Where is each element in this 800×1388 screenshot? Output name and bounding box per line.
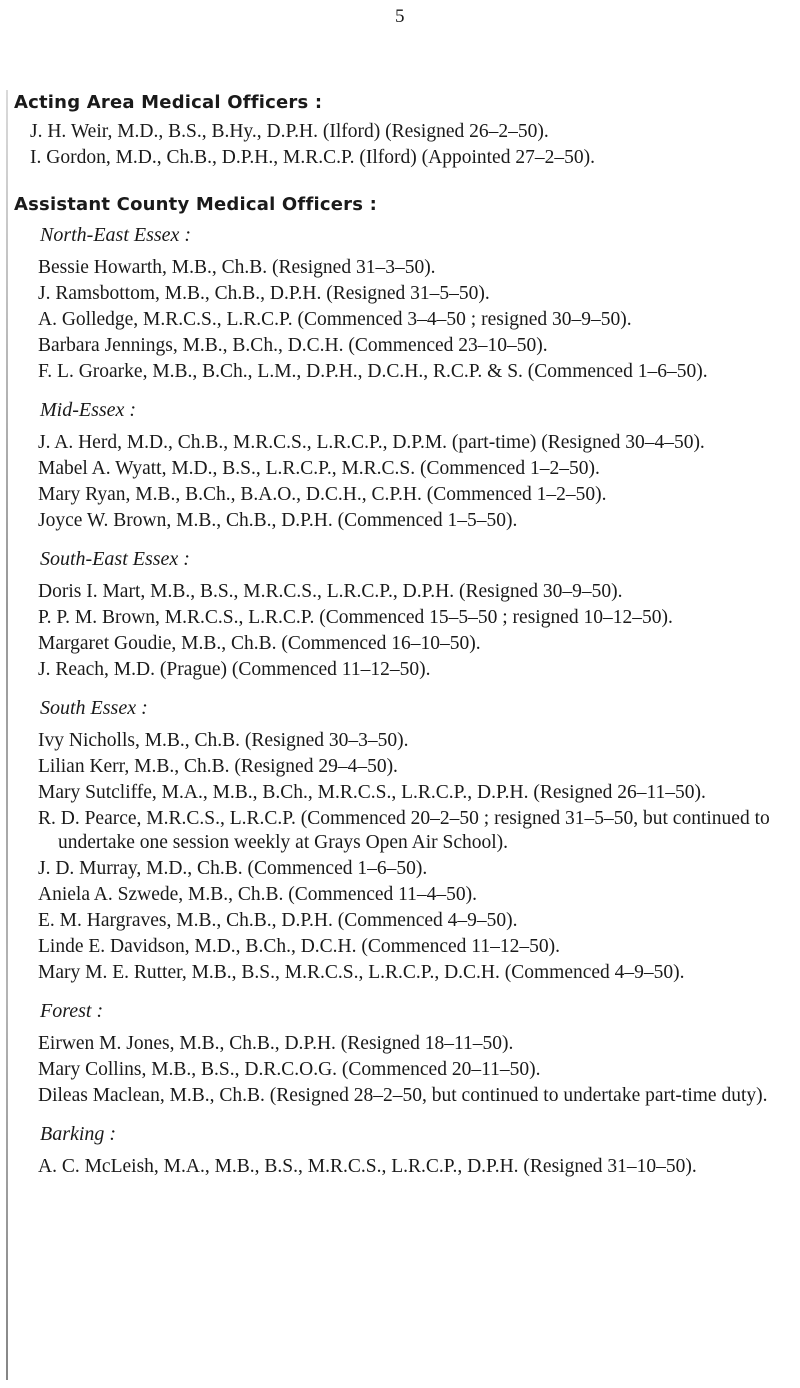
mid-essex-block [14, 398, 794, 533]
area-subheading: North-East Essex : [40, 224, 192, 246]
assistant-county-section [14, 194, 794, 1179]
officer-entry: Aniela A. Szwede, M.B., Ch.B. (Commenced 11–4–50). [38, 884, 478, 905]
area-subheading: Forest : [40, 1000, 104, 1022]
north-east-essex-block [14, 223, 794, 384]
document-body [14, 92, 794, 1181]
section-heading: Acting Area Medical Officers : [14, 92, 323, 113]
area-subheading: Barking : [40, 1123, 117, 1145]
forest-block [14, 999, 794, 1108]
officer-entry: E. M. Hargraves, M.B., Ch.B., D.P.H. (Commenced 4–9–50). [38, 910, 518, 931]
officer-entry: Mary Sutcliffe, M.A., M.B., B.Ch., M.R.C.S., L.R.C.P., D.P.H. (Resigned 26–11–50). [38, 782, 706, 803]
officer-entry: Bessie Howarth, M.B., Ch.B. (Resigned 31–3–50). [38, 257, 436, 278]
area-subheading: South Essex : [40, 697, 148, 719]
officer-entry: I. Gordon, M.D., Ch.B., D.P.H., M.R.C.P. (Ilford) (Appointed 27–2–50). [30, 147, 595, 168]
officer-entry: Margaret Goudie, M.B., Ch.B. (Commenced 16–10–50). [38, 633, 481, 654]
section-heading: Assistant County Medical Officers : [14, 194, 377, 215]
officer-entry: Mary M. E. Rutter, M.B., B.S., M.R.C.S., L.R.C.P., D.C.H. (Commenced 4–9–50). [38, 962, 685, 983]
south-essex-block [14, 696, 794, 985]
officer-entry: Mary Collins, M.B., B.S., D.R.C.O.G. (Commenced 20–11–50). [38, 1059, 541, 1080]
page-binding-edge [6, 90, 8, 1380]
officer-entry: R. D. Pearce, M.R.C.S., L.R.C.P. (Commenced 20–2–50 ; resigned 31–5–50, but continued to undertake one session weekly at Grays Open Air School). [38, 808, 770, 853]
officer-entry: J. D. Murray, M.D., Ch.B. (Commenced 1–6–50). [38, 858, 428, 879]
officer-entry: Ivy Nicholls, M.B., Ch.B. (Resigned 30–3–50). [38, 730, 409, 751]
officer-entry: Lilian Kerr, M.B., Ch.B. (Resigned 29–4–50). [38, 756, 398, 777]
officer-entry: P. P. M. Brown, M.R.C.S., L.R.C.P. (Commenced 15–5–50 ; resigned 10–12–50). [38, 607, 673, 628]
officer-entry: J. H. Weir, M.D., B.S., B.Hy., D.P.H. (Ilford) (Resigned 26–2–50). [30, 121, 549, 142]
area-subheading: South-East Essex : [40, 548, 190, 570]
officer-entry: Dileas Maclean, M.B., Ch.B. (Resigned 28–2–50, but continued to undertake part-time duty). [38, 1085, 768, 1106]
officer-entry: J. Ramsbottom, M.B., Ch.B., D.P.H. (Resigned 31–5–50). [38, 283, 490, 304]
officer-entry: F. L. Groarke, M.B., B.Ch., L.M., D.P.H., D.C.H., R.C.P. & S. (Commenced 1–6–50). [38, 361, 708, 382]
officer-entry: Joyce W. Brown, M.B., Ch.B., D.P.H. (Commenced 1–5–50). [38, 510, 518, 531]
officer-entry: Barbara Jennings, M.B., B.Ch., D.C.H. (Commenced 23–10–50). [38, 335, 548, 356]
officer-entry: Linde E. Davidson, M.D., B.Ch., D.C.H. (Commenced 11–12–50). [38, 936, 560, 957]
officer-entry: Eirwen M. Jones, M.B., Ch.B., D.P.H. (Resigned 18–11–50). [38, 1033, 514, 1054]
officer-entry: A. Golledge, M.R.C.S., L.R.C.P. (Commenced 3–4–50 ; resigned 30–9–50). [38, 309, 632, 330]
barking-block [14, 1122, 794, 1179]
south-east-essex-block [14, 547, 794, 682]
officer-entry: Doris I. Mart, M.B., B.S., M.R.C.S., L.R.C.P., D.P.H. (Resigned 30–9–50). [38, 581, 623, 602]
officer-entry: A. C. McLeish, M.A., M.B., B.S., M.R.C.S., L.R.C.P., D.P.H. (Resigned 31–10–50). [38, 1156, 697, 1177]
officer-entry: J. A. Herd, M.D., Ch.B., M.R.C.S., L.R.C.P., D.P.M. (part-time) (Resigned 30–4–50). [38, 432, 705, 453]
acting-area-section [14, 92, 794, 170]
officer-entry: Mary Ryan, M.B., B.Ch., B.A.O., D.C.H., C.P.H. (Commenced 1–2–50). [38, 484, 607, 505]
area-subheading: Mid-Essex : [40, 399, 137, 421]
page-number: 5 [395, 6, 405, 27]
officer-entry: J. Reach, M.D. (Prague) (Commenced 11–12–50). [38, 659, 431, 680]
officer-entry: Mabel A. Wyatt, M.D., B.S., L.R.C.P., M.R.C.S. (Commenced 1–2–50). [38, 458, 600, 479]
